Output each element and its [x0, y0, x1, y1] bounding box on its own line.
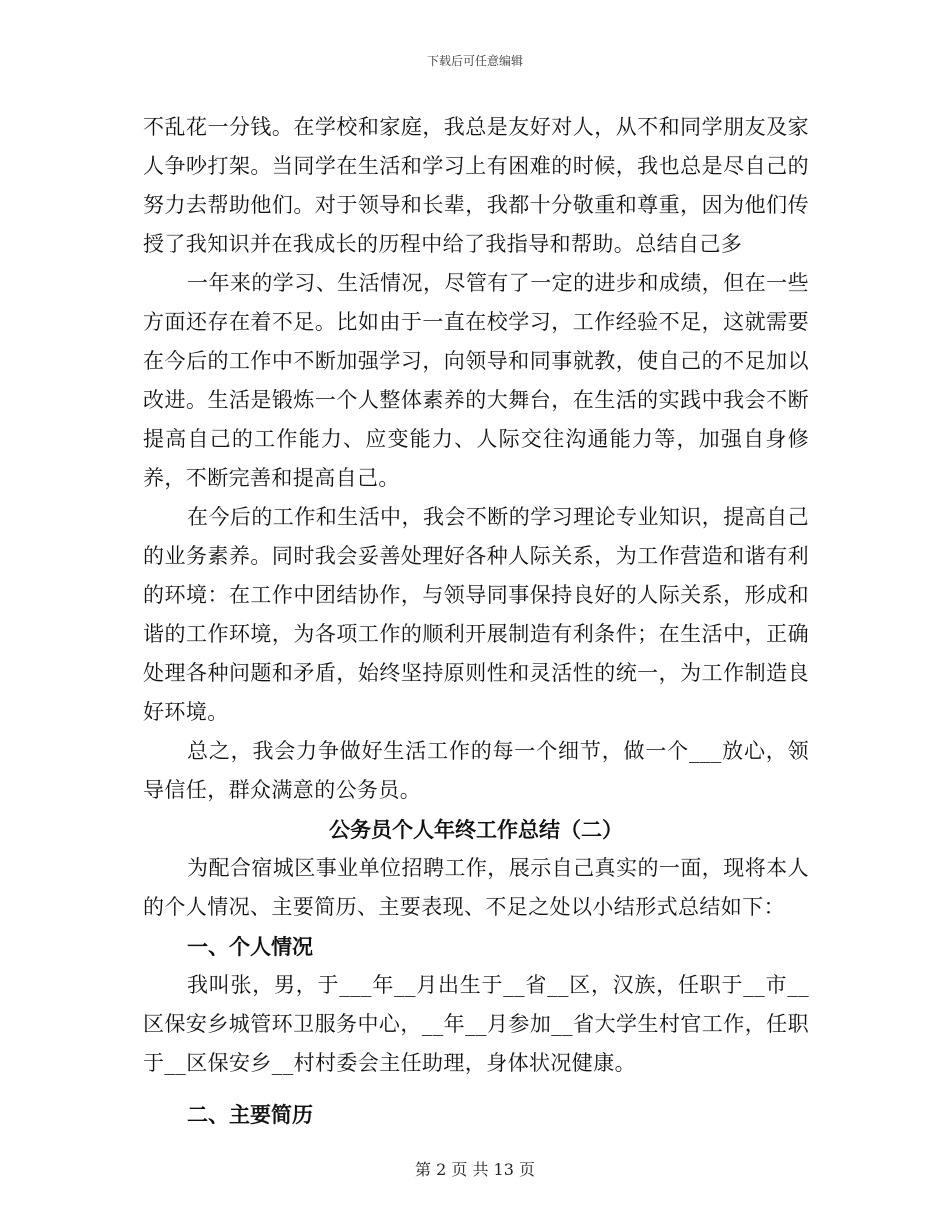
page-header: 下载后可任意编辑	[426, 54, 523, 68]
heading-main-resume: 二、主要简历	[187, 1102, 313, 1127]
document-body	[143, 108, 809, 1134]
paragraph-1: 不乱花一分钱。在学校和家庭，我总是友好对人，从不和同学朋友及家人争吵打架。当同学在生活和学习上有困难的时候，我也总是尽自己的努力去帮助他们。对于领导和长辈，我都十分敬重和尊重，因为他们传授了我知识并在我成长的历程中给了我指导和帮助。总结自己多	[143, 115, 809, 256]
page-footer: 第 2 页 共 13 页	[415, 1160, 535, 1179]
paragraph-3: 在今后的工作和生活中，我会不断的学习理论专业知识，提高自己的业务素养。同时我会妥善处理好各种人际关系，为工作营造和谐有利的环境：在工作中团结协作，与领导同事保持良好的人际关系，形成和谐的工作环境，为各项工作的顺利开展制造有利条件；在生活中，正确处理各种问题和矛盾，始终坚持原则性和灵活性的统一，为工作制造良好环境。	[143, 505, 809, 724]
section-title: 公务员个人年终工作总结（二）	[329, 817, 623, 842]
paragraph-6: 我叫张，男，于___年__月出生于__省__区，汉族，任职于__市__区保安乡城管环卫服务中心，__年__月参加__省大学生村官工作，任职于__区保安乡__村村委会主任助理，身体状况健康。	[143, 973, 809, 1075]
paragraph-5: 为配合宿城区事业单位招聘工作，展示自己真实的一面，现将本人的个人情况、主要简历、主要表现、不足之处以小结形式总结如下：	[143, 856, 809, 919]
paragraph-2: 一年来的学习、生活情况，尽管有了一定的进步和成绩，但在一些方面还存在着不足。比如由于一直在校学习，工作经验不足，这就需要在今后的工作中不断加强学习，向领导和同事就教，使自己的不足加以改进。生活是锻炼一个人整体素养的大舞台，在生活的实践中我会不断提高自己的工作能力、应变能力、人际交往沟通能力等，加强自身修养，不断完善和提高自己。	[143, 271, 809, 490]
heading-personal-info: 一、个人情况	[187, 934, 313, 959]
paragraph-4: 总之，我会力争做好生活工作的每一个细节，做一个___放心，领导信任，群众满意的公务员。	[143, 739, 809, 802]
